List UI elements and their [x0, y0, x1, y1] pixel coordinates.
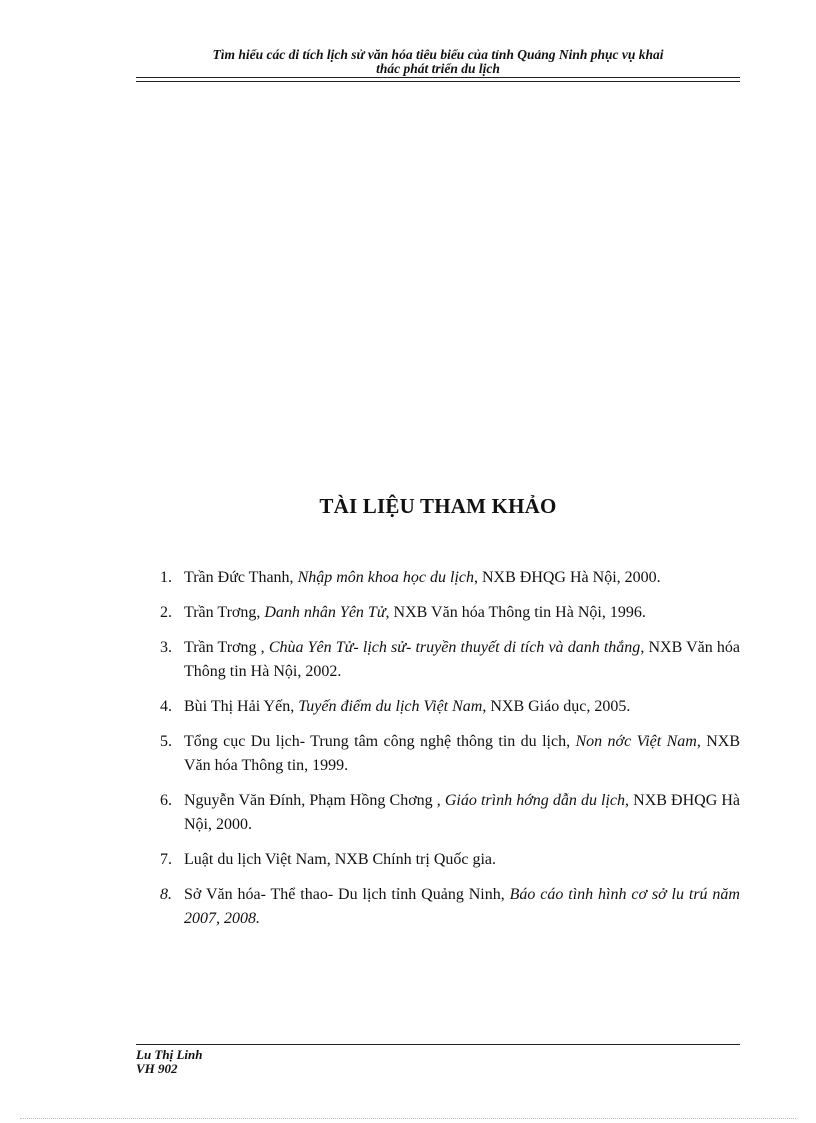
reference-publisher: , NXB Văn hóa Thông tin Hà Nội, 2002. — [184, 639, 741, 680]
reference-text: Luật du lịch Việt Nam, NXB Chính trị Quốc gia. — [184, 851, 497, 868]
reference-number: 8. — [160, 886, 172, 903]
reference-publisher: , NXB Giáo dục, 2005. — [482, 698, 631, 715]
reference-title: Non nớc Việt Nam — [575, 733, 697, 750]
reference-item — [150, 636, 740, 684]
reference-title: Chùa Yên Tử- lịch sử- truyền thuyết di tích và danh thắng — [268, 639, 641, 656]
reference-text: Sở Văn hóa- Thể thao- Du lịch tỉnh Quảng Ninh, — [184, 886, 510, 903]
reference-title: Báo cáo tình hình cơ sở lu trú năm 2007, 2008. — [184, 886, 740, 927]
header-line-2: thác phát triển du lịch — [376, 61, 500, 76]
reference-title: Giáo trình hớng dẫn du lịch — [444, 792, 626, 809]
reference-item — [150, 730, 740, 778]
reference-publisher: , NXB Văn hóa Thông tin, 1999. — [184, 733, 741, 774]
reference-item — [150, 848, 740, 872]
reference-number: 3. — [160, 639, 172, 656]
header-rule — [136, 77, 740, 82]
reference-text: Tổng cục Du lịch- Trung tâm công nghệ thông tin du lịch, — [184, 733, 576, 750]
reference-number: 7. — [160, 851, 172, 868]
page-header — [136, 48, 740, 76]
reference-text: Bùi Thị Hải Yến, — [184, 698, 299, 715]
reference-title: Tuyến điểm du lịch Việt Nam — [298, 698, 483, 715]
reference-publisher: , NXB ĐHQG Hà Nội, 2000. — [184, 792, 741, 833]
reference-number: 4. — [160, 698, 172, 715]
reference-title: Nhập môn khoa học du lịch — [297, 569, 474, 586]
reference-number: 1. — [160, 569, 172, 586]
reference-text: Trần Trơng , — [184, 639, 269, 656]
reference-publisher: , NXB ĐHQG Hà Nội, 2000. — [473, 569, 661, 586]
author-name: Lu Thị Linh — [136, 1047, 203, 1062]
reference-item — [150, 566, 740, 590]
reference-item — [150, 695, 740, 719]
page-title: TÀI LIỆU THAM KHẢO — [319, 494, 557, 518]
reference-number: 2. — [160, 604, 172, 621]
reference-text: Trần Đức Thanh, — [184, 569, 298, 586]
reference-text: Trần Trơng, — [184, 604, 265, 621]
page-footer — [136, 1048, 202, 1076]
reference-item — [150, 789, 740, 837]
reference-text: Nguyễn Văn Đính, Phạm Hồng Chơng , — [184, 792, 445, 809]
author-class: VH 902 — [136, 1061, 178, 1076]
header-line-1: Tìm hiểu các di tích lịch sử văn hóa tiêu biểu của tỉnh Quảng Ninh phục vụ khai — [212, 47, 664, 62]
reference-number: 6. — [160, 792, 172, 809]
reference-item — [150, 883, 740, 931]
reference-title: Danh nhân Yên Tử — [264, 604, 386, 621]
reference-number: 5. — [160, 733, 172, 750]
reference-publisher: , NXB Văn hóa Thông tin Hà Nội, 1996. — [385, 604, 646, 621]
footer-rule — [136, 1044, 740, 1045]
reference-item — [150, 601, 740, 625]
reference-list — [150, 566, 740, 942]
page-edge-dotted-line — [20, 1118, 796, 1119]
